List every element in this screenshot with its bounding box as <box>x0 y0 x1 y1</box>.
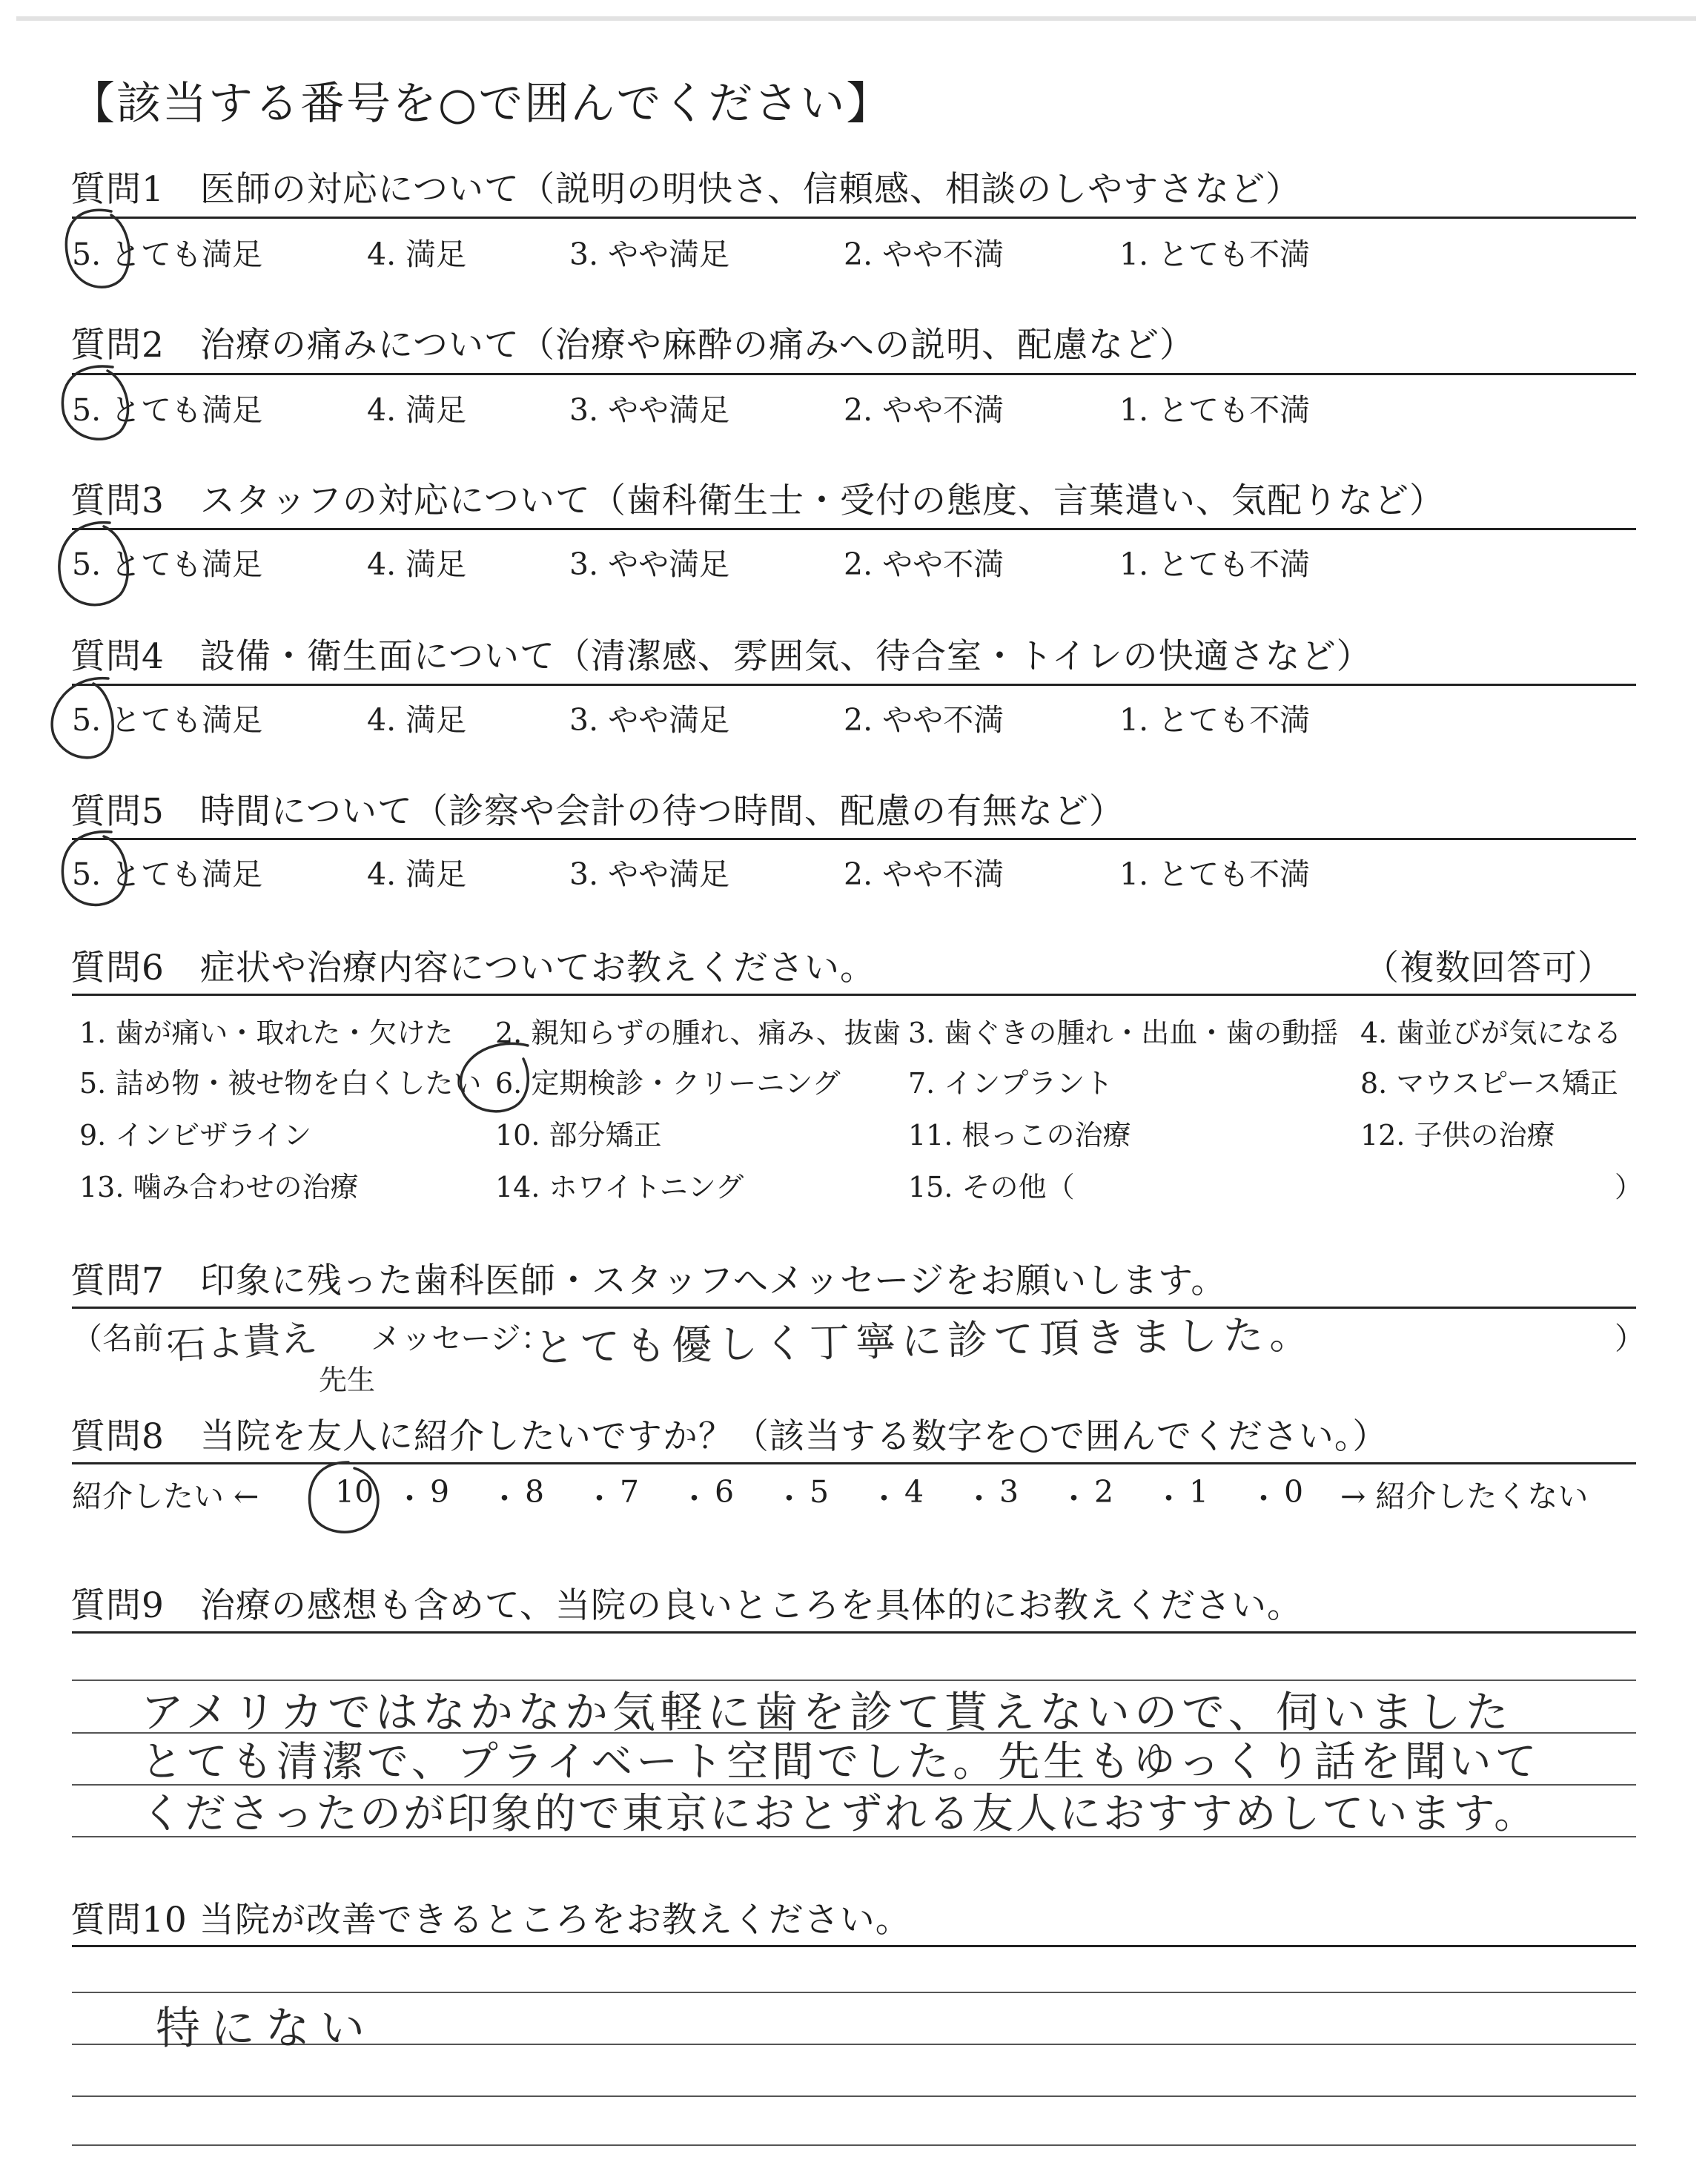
q1-rule <box>72 217 1636 219</box>
q4-option-5[interactable]: 5. とても満足 <box>72 702 263 738</box>
q8-scale-3[interactable]: 3 <box>999 1474 1019 1510</box>
q9-answer-line-2[interactable]: とても清潔で、プライベート空間でした。先生もゆっくり話を聞いて <box>141 1738 1540 1786</box>
q1-option-4[interactable]: 4. 満足 <box>367 237 467 272</box>
q9-answer-line-3[interactable]: くださったのが印象的で東京におとずれる友人におすすめしています。 <box>141 1790 1538 1838</box>
q8-scale-4[interactable]: 4 <box>904 1474 924 1510</box>
q2-option-1[interactable]: 1. とても不満 <box>1119 392 1311 428</box>
q8-scale-separator: ・ <box>679 1481 709 1516</box>
q4-option-4[interactable]: 4. 満足 <box>367 702 467 738</box>
q10-answer-handwritten[interactable]: 特にない <box>156 2003 375 2055</box>
q7-title: 質問7 印象に残った歯科医師・スタッフへメッセージをお願いします。 <box>70 1261 1227 1301</box>
q10-title: 質問10 当院が改善できるところをお教えください。 <box>70 1900 911 1941</box>
q8-scale-0[interactable]: 0 <box>1284 1474 1304 1510</box>
q8-scale-separator: ・ <box>584 1481 615 1516</box>
q2-rule <box>72 373 1636 375</box>
q6-option-7[interactable]: 7. インプラント <box>908 1067 1113 1100</box>
q8-scale-1[interactable]: 1 <box>1189 1474 1209 1510</box>
q8-scale-5[interactable]: 5 <box>810 1474 830 1510</box>
q7-name-handwritten[interactable]: 石よ貴え <box>168 1316 319 1368</box>
q1-option-3[interactable]: 3. やや満足 <box>569 237 730 272</box>
q7-message-handwritten[interactable]: とても優しく丁寧に診て頂きました。 <box>533 1310 1316 1372</box>
q6-option-15[interactable]: 15. その他（ <box>908 1171 1075 1203</box>
q8-scale-separator: ・ <box>869 1481 899 1516</box>
q3-option-5[interactable]: 5. とても満足 <box>72 546 263 582</box>
q6-option-6[interactable]: 6. 定期検診・クリーニング <box>495 1067 841 1100</box>
q8-scale-separator: ・ <box>489 1481 520 1516</box>
q3-title: 質問3 スタッフの対応について（歯科衛生士・受付の態度、言葉遣い、気配りなど） <box>70 480 1445 521</box>
q8-scale-9[interactable]: 9 <box>430 1474 450 1510</box>
q6-option-10[interactable]: 10. 部分矯正 <box>495 1119 662 1152</box>
q6-option-11[interactable]: 11. 根っこの治療 <box>908 1119 1131 1152</box>
q3-option-2[interactable]: 2. やや不満 <box>844 546 1004 582</box>
q4-option-3[interactable]: 3. やや満足 <box>569 702 730 738</box>
q8-scale-separator: ・ <box>774 1481 804 1516</box>
q8-left-label: 紹介したい ← <box>72 1479 259 1514</box>
q6-option-2[interactable]: 2. 親知らずの腫れ、痛み、抜歯 <box>495 1017 901 1049</box>
q4-title: 質問4 設備・衛生面について（清潔感、雰囲気、待合室・トイレの快適さなど） <box>70 636 1372 677</box>
q8-scale-10[interactable]: 10 <box>335 1474 374 1510</box>
q8-scale-7[interactable]: 7 <box>620 1474 640 1510</box>
q10-writing-line-4 <box>72 2144 1636 2146</box>
q7-name-suffix-handwritten: 先生 <box>319 1364 376 1396</box>
q6-option-4[interactable]: 4. 歯並びが気になる <box>1360 1017 1622 1049</box>
q7-name-label: （名前： <box>72 1321 193 1356</box>
q1-title: 質問1 医師の対応について（説明の明快さ、信頼感、相談のしやすさなど） <box>70 169 1302 210</box>
q1-option-5[interactable]: 5. とても満足 <box>72 237 263 272</box>
q6-option-9[interactable]: 9. インビザライン <box>79 1119 312 1152</box>
q5-option-2[interactable]: 2. やや不満 <box>844 856 1004 892</box>
q7-message-label: メッセージ： <box>371 1321 552 1356</box>
q6-option-3[interactable]: 3. 歯ぐきの腫れ・出血・歯の動揺 <box>908 1017 1339 1049</box>
q6-title: 質問6 症状や治療内容についてお教えください。 <box>70 948 875 988</box>
q5-option-3[interactable]: 3. やや満足 <box>569 856 730 892</box>
q10-rule <box>72 1945 1636 1947</box>
q5-option-1[interactable]: 1. とても不満 <box>1119 856 1311 892</box>
q8-scale-separator: ・ <box>1153 1481 1184 1516</box>
q10-writing-line-3 <box>72 2095 1636 2097</box>
q6-option-8[interactable]: 8. マウスピース矯正 <box>1360 1067 1618 1100</box>
q1-option-1[interactable]: 1. とても不満 <box>1119 237 1311 272</box>
q6-option-12[interactable]: 12. 子供の治療 <box>1360 1119 1555 1152</box>
q2-option-3[interactable]: 3. やや満足 <box>569 392 730 428</box>
q8-scale-6[interactable]: 6 <box>715 1474 735 1510</box>
q6-option-14[interactable]: 14. ホワイトニング <box>495 1171 744 1203</box>
q6-option-15-close: ） <box>1615 1171 1644 1203</box>
q6-option-1[interactable]: 1. 歯が痛い・取れた・欠けた <box>79 1017 454 1049</box>
q1-option-2[interactable]: 2. やや不満 <box>844 237 1004 272</box>
q4-option-2[interactable]: 2. やや不満 <box>844 702 1004 738</box>
q2-option-4[interactable]: 4. 満足 <box>367 392 467 428</box>
q8-scale-separator: ・ <box>1059 1481 1089 1516</box>
q4-rule <box>72 684 1636 686</box>
instruction-heading: 【該当する番号を○で囲んでください】 <box>70 78 893 130</box>
q3-option-3[interactable]: 3. やや満足 <box>569 546 730 582</box>
q6-option-5[interactable]: 5. 詰め物・被せ物を白くしたい <box>79 1067 482 1100</box>
q6-rule <box>72 994 1636 996</box>
q5-option-4[interactable]: 4. 満足 <box>367 856 467 892</box>
q2-title: 質問2 治療の痛みについて（治療や麻酔の痛みへの説明、配慮など） <box>70 325 1196 366</box>
q3-option-1[interactable]: 1. とても不満 <box>1119 546 1311 582</box>
q7-close-paren: ） <box>1615 1321 1645 1356</box>
q8-scale-2[interactable]: 2 <box>1094 1474 1114 1510</box>
q9-title: 質問9 治療の感想も含めて、当院の良いところを具体的にお教えください。 <box>70 1585 1302 1626</box>
q2-option-5[interactable]: 5. とても満足 <box>72 392 263 428</box>
q5-title: 質問5 時間について（診察や会計の待つ時間、配慮の有無など） <box>70 791 1125 832</box>
q8-scale-8[interactable]: 8 <box>525 1474 545 1510</box>
q8-title: 質問8 当院を友人に紹介したいですか？（該当する数字を○で囲んでください。） <box>70 1416 1388 1457</box>
q6-note: （複数回答可） <box>1364 948 1613 988</box>
q3-option-4[interactable]: 4. 満足 <box>367 546 467 582</box>
q3-rule <box>72 528 1636 530</box>
top-border <box>16 16 1696 21</box>
q8-scale-separator: ・ <box>394 1481 425 1516</box>
q8-scale-separator: ・ <box>964 1481 994 1516</box>
q8-rule <box>72 1462 1636 1464</box>
q5-rule <box>72 838 1636 840</box>
q4-option-1[interactable]: 1. とても不満 <box>1119 702 1311 738</box>
q6-option-13[interactable]: 13. 噛み合わせの治療 <box>79 1171 359 1203</box>
q2-option-2[interactable]: 2. やや不満 <box>844 392 1004 428</box>
q9-answer-line-1[interactable]: アメリカではなかなか気軽に歯を診て貰えないので、伺いました <box>141 1687 1513 1737</box>
q9-rule <box>72 1631 1636 1634</box>
q8-right-label: → 紹介したくない <box>1340 1479 1589 1514</box>
q5-option-5[interactable]: 5. とても満足 <box>72 856 263 892</box>
q8-scale-separator: ・ <box>1248 1481 1279 1516</box>
